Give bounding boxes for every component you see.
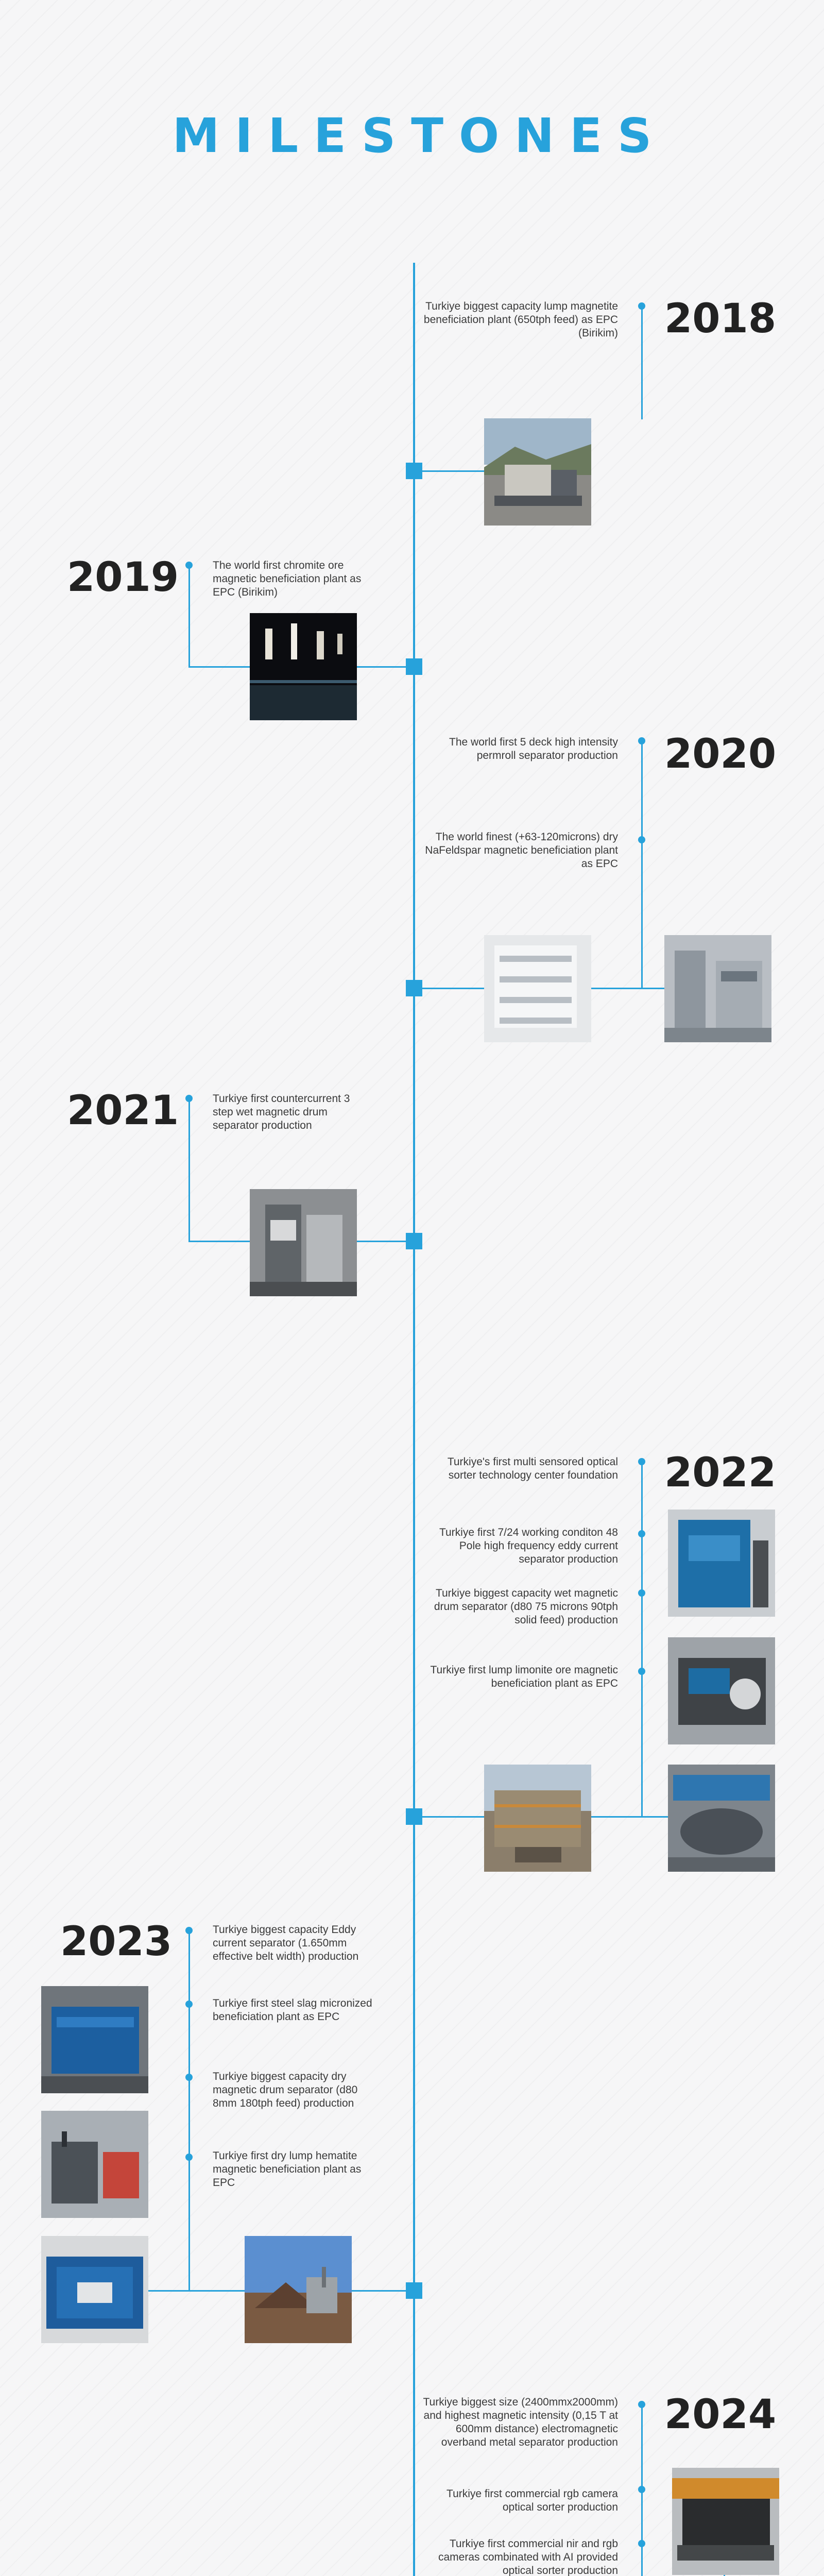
item-bullet bbox=[185, 1927, 193, 1934]
timeline-node bbox=[406, 1808, 422, 1825]
connector bbox=[641, 306, 643, 419]
eddy-current-photo bbox=[668, 1637, 775, 1744]
item-bullet bbox=[638, 836, 645, 843]
item-bullet bbox=[185, 562, 193, 569]
connector bbox=[188, 1098, 190, 1242]
milestone-item: Turkiye first steel slag micronized beneficiation plant as EPC bbox=[213, 1997, 372, 2023]
milestone-item: Turkiye first 7/24 working conditon 48 Pole high frequency eddy current separator production bbox=[439, 1527, 618, 1565]
item-bullet bbox=[638, 737, 645, 744]
item-bullet bbox=[185, 2001, 193, 2008]
milestone-item: The world finest (+63-120microns) dry NaFeldspar magnetic beneficiation plant as EPC bbox=[425, 831, 618, 870]
overband-separator-photo bbox=[672, 2468, 779, 2575]
limonite-plant-photo bbox=[484, 1765, 591, 1872]
milestone-year: 2024 bbox=[664, 2392, 777, 2438]
timeline-node bbox=[406, 980, 422, 996]
milestone-item: Turkiye biggest capacity dry magnetic drum separator (d80 8mm 180tph feed) production bbox=[213, 2071, 358, 2109]
milestone-item: The world first chromite ore magnetic beneficiation plant as EPC (Birikim) bbox=[213, 560, 362, 598]
feldspar-plant-photo bbox=[664, 935, 771, 1042]
item-bullet bbox=[638, 2486, 645, 2493]
milestone-item: Turkiye biggest size (2400mmx2000mm) and highest magnetic intensity (0,15 T at 600mm distance) electromagnetic overband metal separator production bbox=[423, 2396, 618, 2448]
item-bullet bbox=[638, 1668, 645, 1675]
milestone-year: 2022 bbox=[664, 1450, 777, 1496]
item-bullet bbox=[638, 1530, 645, 1537]
timeline-node bbox=[406, 2282, 422, 2299]
slag-plant-photo bbox=[41, 2111, 148, 2218]
milestone-item: The world first 5 deck high intensity permroll separator production bbox=[449, 736, 618, 761]
item-bullet bbox=[185, 2074, 193, 2081]
optical-sorter-photo bbox=[668, 1510, 775, 1617]
milestone-year: 2020 bbox=[664, 731, 777, 777]
wet-drum-photo bbox=[668, 1765, 775, 1872]
milestone-year: 2021 bbox=[67, 1088, 179, 1134]
connector bbox=[641, 741, 643, 988]
item-bullet bbox=[638, 2401, 645, 2408]
item-bullet bbox=[638, 302, 645, 310]
milestone-item: Turkiye first commercial rgb camera optical sorter production bbox=[447, 2488, 618, 2513]
milestone-item: Turkiye first countercurrent 3 step wet magnetic drum separator production bbox=[213, 1093, 350, 1131]
milestone-year: 2019 bbox=[67, 554, 179, 601]
connector bbox=[416, 470, 487, 472]
item-bullet bbox=[185, 1095, 193, 1102]
milestone-item: Turkiye first commercial nir and rgb cameras combinated with AI provided optical sorter production bbox=[438, 2538, 618, 2576]
eddy-separator-photo bbox=[41, 1986, 148, 2093]
drum-separator-photo bbox=[250, 1189, 357, 1296]
timeline-node bbox=[406, 658, 422, 675]
timeline-axis bbox=[413, 263, 415, 2576]
item-bullet bbox=[638, 1589, 645, 1597]
connector bbox=[188, 565, 190, 667]
permroll-separator-photo bbox=[484, 935, 591, 1042]
page-title: MILESTONES bbox=[172, 108, 667, 163]
milestone-item: Turkiye's first multi sensored optical sorter technology center foundation bbox=[447, 1456, 618, 1481]
connector bbox=[188, 1930, 190, 2291]
connector bbox=[641, 1462, 643, 1817]
dry-drum-photo bbox=[41, 2236, 148, 2343]
milestone-year: 2018 bbox=[664, 296, 777, 342]
item-bullet bbox=[638, 1458, 645, 1465]
timeline-node bbox=[406, 1233, 422, 1249]
mine-plant-photo bbox=[484, 418, 591, 526]
milestone-item: Turkiye biggest capacity lump magnetite beneficiation plant (650tph feed) as EPC (Birikim) bbox=[423, 300, 618, 339]
milestone-item: Turkiye biggest capacity Eddy current separator (1.650mm effective belt width) production bbox=[213, 1924, 359, 1962]
milestone-year: 2023 bbox=[60, 1919, 173, 1965]
milestone-item: Turkiye first dry lump hematite magnetic beneficiation plant as EPC bbox=[213, 2150, 362, 2189]
milestone-item: Turkiye biggest capacity wet magnetic drum separator (d80 75 microns 90tph solid feed) production bbox=[434, 1587, 618, 1626]
hematite-plant-photo bbox=[245, 2236, 352, 2343]
milestone-item: Turkiye first lump limonite ore magnetic beneficiation plant as EPC bbox=[430, 1664, 618, 1689]
item-bullet bbox=[185, 2154, 193, 2161]
item-bullet bbox=[638, 2540, 645, 2547]
night-plant-photo bbox=[250, 613, 357, 720]
timeline-node bbox=[406, 463, 422, 479]
